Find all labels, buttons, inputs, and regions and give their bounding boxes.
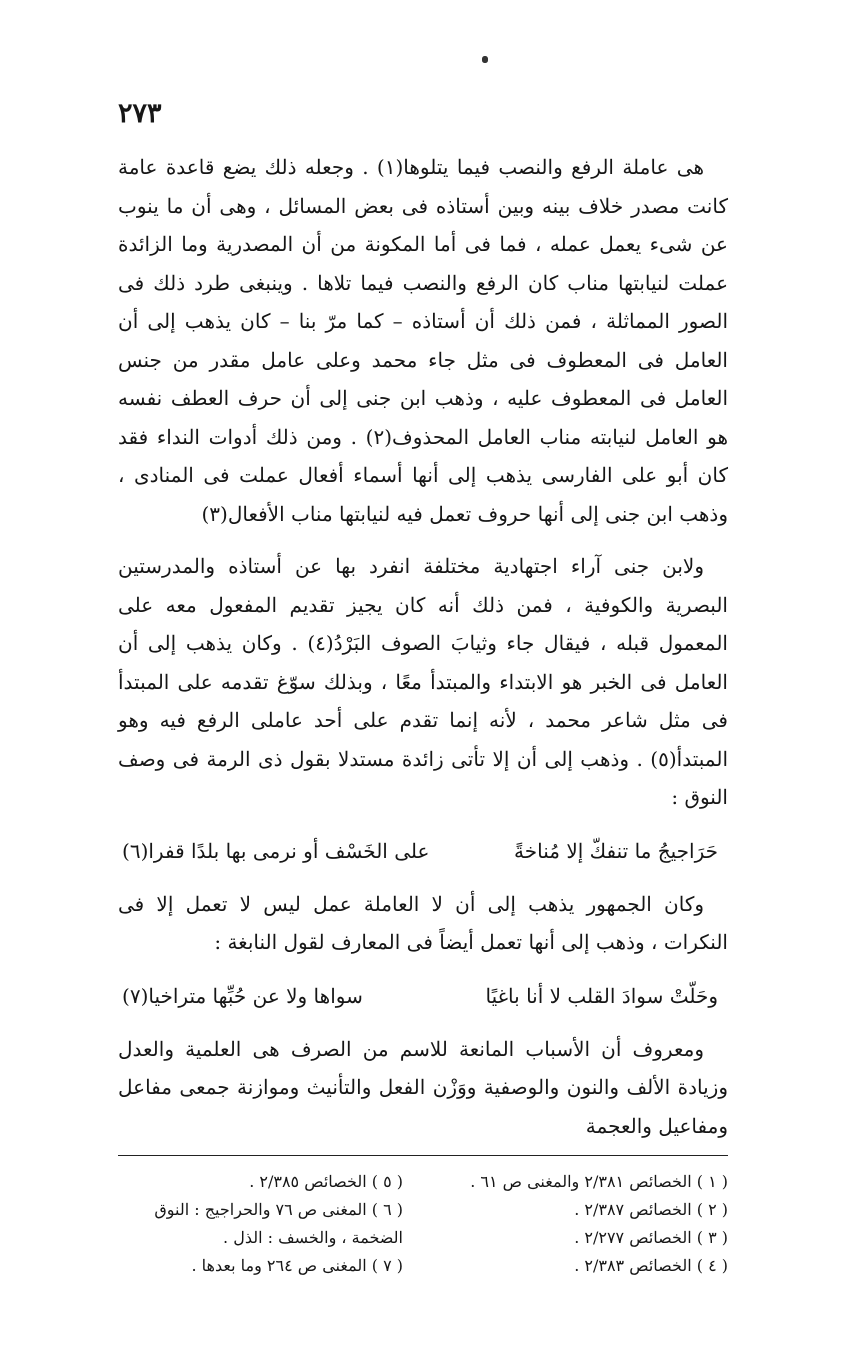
verse-dhu-al-rumma: [118, 831, 728, 871]
scan-speck: [482, 56, 488, 63]
footnote-5: ( ٥ ) الخصائص ٢/٣٨٥ .: [249, 1172, 403, 1191]
footnote-2: ( ٢ ) الخصائص ٢/٣٨٧ .: [574, 1200, 728, 1219]
paragraph-2: ولابن جنى آراء اجتهادية مختلفة انفرد بها عن أستاذه والمدرستين البصرية والكوفية ، فمن ذلك أنه كان يجيز تقديم المفعول معه على المعمول قبله ، فيقال جاء وثيابَ الصوف البَرْدُ(٤) . وكان يذهب إلى أن العامل فى الخبر هو الابتداء والمبتدأ معًا ، وبذلك سوّغ تقدمه على المبتدأ فى مثل شاعر محمد ، لأنه إنما تقدم على أحد عاملى الرفع فيه وهو المبتدأ(٥) . وذهب إلى أن إلا تأتى زائدة مستدلا بقول ذى الرمة فى وصف النوق :: [118, 554, 728, 809]
verse-1-second-hemistich: على الخَسْف أو نرمى بها بلدًا قفرا(٦): [122, 838, 430, 863]
verse-2-second-hemistich: سواها ولا عن حُبِّها متراخيا(٧): [122, 983, 363, 1008]
footnote-6: ( ٦ ) المغنى ص ٧٦ والحراجيج : النوق الضخمة ، والخسف : الذل .: [154, 1200, 403, 1247]
footnote-3: ( ٣ ) الخصائص ٢/٢٧٧ .: [574, 1228, 728, 1247]
verse-1-first-hemistich: حَرَاجيجُ ما تنفكّ إلا مُناخةً: [514, 838, 718, 863]
verse-2-first-hemistich: وحَلّتْ سوادَ القلب لا أنا باغيًا: [485, 983, 718, 1008]
paragraph-3: وكان الجمهور يذهب إلى أن لا العاملة عمل ليس لا تعمل إلا فى النكرات ، وذهب إلى أنها تعمل أيضاً فى المعارف لقول النابغة :: [118, 891, 728, 954]
page-number: ٢٧٣: [118, 98, 162, 129]
main-text: [118, 148, 728, 1145]
footnote-1: ( ١ ) الخصائص ٢/٣٨١ والمغنى ص ٦١ .: [470, 1172, 728, 1191]
paragraph-4: ومعروف أن الأسباب المانعة للاسم من الصرف هى العلمية والعدل وزيادة الألف والنون والوصفية ووَزْن الفعل والتأنيث وموازنة جمعى مفاعل ومفاعيل والعجمة: [118, 1036, 728, 1138]
paragraph-1: هى عاملة الرفع والنصب فيما يتلوها(١) . وجعله ذلك يضع قاعدة عامة كانت مصدر خلاف بينه وبين أستاذه فى بعض المسائل ، وهى أن ما ينوب عن شىء يعمل عمله ، فما فى أما المكونة من أن المصدرية وما الزائدة عملت لنيابتها مناب كان الرفع والنصب فيما تلاها . وينبغى طرد ذلك فى الصور المماثلة ، فمن ذلك أن أستاذه – كما مرّ بنا – كان يذهب إلى أن العامل فى المعطوف فى مثل جاء محمد وعلى عامل مقدر من جنس العامل فى المعطوف عليه ، وذهب ابن جنى إلى أن حرف العطف نفسه هو العامل لنيابته مناب العامل المحذوف(٢) . ومن ذلك أدوات النداء فقد كان أبو على الفارسى يذهب إلى أنها أسماء أفعال عملت فى المنادى ، وذهب ابن جنى إلى أنها حروف تعمل فيه لنيابتها مناب الأفعال(٣): [118, 155, 728, 526]
footnotes-right-column: [443, 1168, 728, 1280]
verse-al-nabigha: [118, 976, 728, 1016]
footnote-4: ( ٤ ) الخصائص ٢/٣٨٣ .: [574, 1256, 728, 1275]
footnote-divider: [118, 1155, 728, 1156]
footnotes: [118, 1168, 728, 1280]
footnotes-left-column: [118, 1168, 403, 1280]
footnote-7: ( ٧ ) المغنى ص ٢٦٤ وما بعدها .: [191, 1256, 403, 1275]
